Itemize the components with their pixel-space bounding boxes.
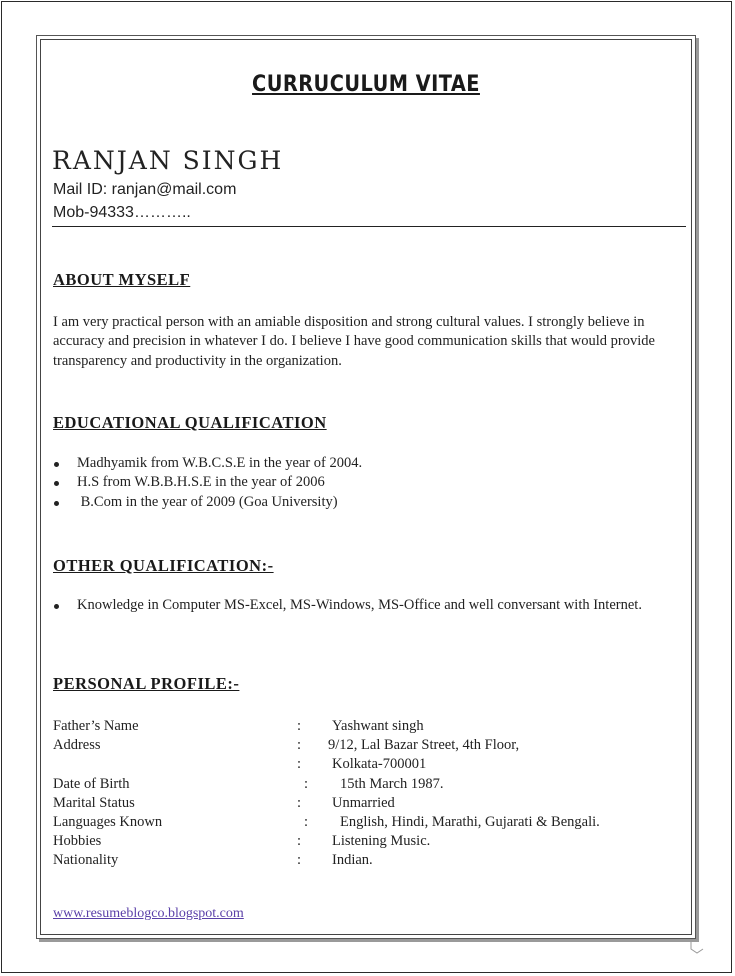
profile-value: English, Hindi, Marathi, Gujarati & Bengali. <box>340 813 600 830</box>
education-heading: EDUCATIONAL QUALIFICATION <box>53 413 327 432</box>
profile-label: Marital Status <box>53 794 135 811</box>
profile-row <box>53 832 683 851</box>
profile-colon: : <box>297 718 302 734</box>
personal-profile-table <box>53 717 683 871</box>
profile-row <box>53 775 683 794</box>
profile-colon: : <box>297 794 302 811</box>
profile-label: Date of Birth <box>53 775 130 792</box>
list-item <box>53 473 683 492</box>
education-list <box>53 454 683 512</box>
list-item-text: B.Com in the year of 2009 (Goa University) <box>77 493 338 510</box>
profile-colon: : <box>304 813 309 830</box>
profile-label: Nationality <box>53 852 119 869</box>
bullet-icon <box>54 501 59 506</box>
profile-row <box>53 794 683 813</box>
profile-heading: PERSONAL PROFILE:- <box>53 674 240 693</box>
profile-row <box>53 755 683 774</box>
profile-label: Hobbies <box>53 833 102 850</box>
header-divider <box>52 226 686 227</box>
list-item-text: Madhyamik from W.B.C.S.E in the year of 2004. <box>77 455 363 471</box>
profile-value: 15th March 1987. <box>340 775 444 792</box>
profile-colon: : <box>297 756 302 773</box>
mail-id: Mail ID: ranjan@mail.com <box>53 181 237 198</box>
profile-value: Yashwant singh <box>332 718 424 734</box>
profile-value: 9/12, Lal Bazar Street, 4th Floor, <box>328 737 520 754</box>
page-corner-icon <box>690 940 704 954</box>
candidate-name: RANJAN SINGH <box>52 146 284 175</box>
profile-value: Unmarried <box>332 794 395 811</box>
document-page <box>36 35 696 939</box>
profile-colon: : <box>297 852 302 869</box>
profile-value: Listening Music. <box>332 833 431 850</box>
profile-row <box>53 851 683 870</box>
profile-label: Address <box>53 737 101 754</box>
profile-label: Father’s Name <box>53 718 139 734</box>
blog-link[interactable]: www.resumeblogco.blogspot.com <box>53 906 244 921</box>
mobile-number: Mob-94333……….. <box>53 204 191 221</box>
profile-colon: : <box>297 833 302 850</box>
other-list <box>53 596 683 615</box>
profile-row <box>53 813 683 832</box>
about-heading: ABOUT MYSELF <box>53 270 191 289</box>
list-item-text: H.S from W.B.B.H.S.E in the year of 2006 <box>77 474 325 491</box>
list-item <box>53 596 683 615</box>
document-title: CURRUCULUM VITAE <box>252 72 480 97</box>
profile-colon: : <box>297 737 302 754</box>
profile-label: Languages Known <box>53 813 163 830</box>
bullet-icon <box>54 604 59 609</box>
profile-colon: : <box>304 775 309 792</box>
other-heading: OTHER QUALIFICATION:- <box>53 556 274 575</box>
about-text: I am very practical person with an amiable disposition and strong cultural values. I strongly believe in accuracy and precision in whatever I do. I believe I have good communication skills that would provide transparency and productivity in the organization. <box>53 314 655 369</box>
profile-row <box>53 736 683 755</box>
bullet-icon <box>54 462 59 467</box>
profile-value: Indian. <box>332 852 373 869</box>
list-item-text: Knowledge in Computer MS-Excel, MS-Windows, MS-Office and well conversant with Internet. <box>77 597 642 613</box>
bullet-icon <box>54 481 59 486</box>
list-item <box>53 454 683 473</box>
profile-value: Kolkata-700001 <box>332 756 427 773</box>
list-item <box>53 493 683 512</box>
profile-row <box>53 717 683 736</box>
